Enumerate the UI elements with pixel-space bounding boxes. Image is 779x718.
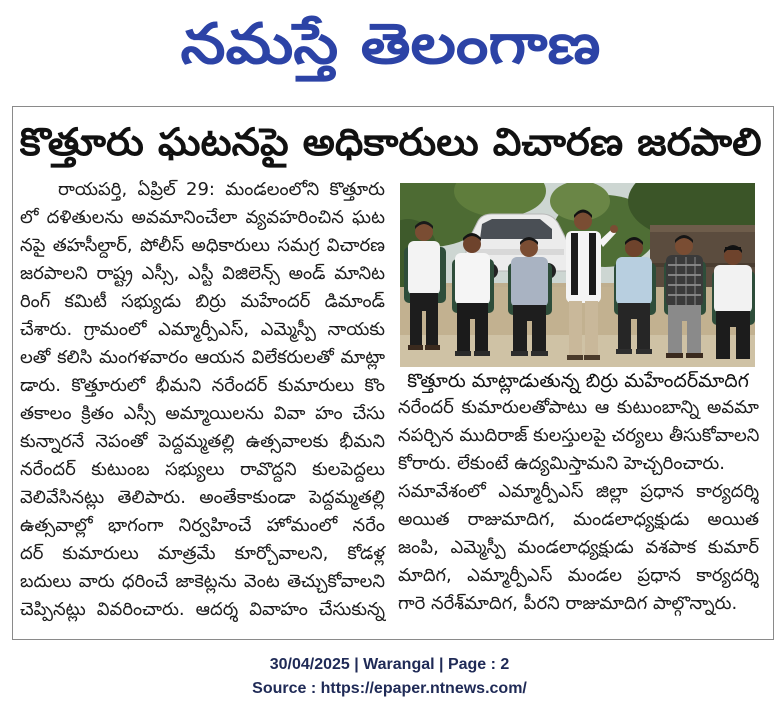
- news-photo: [400, 183, 755, 367]
- text-line-content: చెప్పినట్లు వివరించారు. ఆదర్శ వివాహం చేసుకున్న: [20, 599, 385, 620]
- text-line: [20, 428, 386, 456]
- news-photo-image: [400, 183, 755, 367]
- text-line-content: నపై తహసీల్దార్, పోలీస్ అధికారులు సమగ్ర విచారణ: [20, 235, 385, 256]
- text-line-content: వెలివేసినట్లు తెలిపారు. అంతేకాకుండా పెద్దమ్మతల్లి: [20, 487, 385, 508]
- text-line-content: నపర్చిన ముదిరాజ్ కులస్తులపై చర్యలు తీసుకోవాలని: [398, 425, 760, 446]
- text-line: [20, 316, 386, 344]
- text-line-content: ఉత్సవాల్లో భాగంగా నిర్వహించే హోమంలో నరేం: [20, 515, 385, 536]
- text-line: [20, 484, 386, 512]
- photo-caption: [402, 368, 754, 394]
- text-line: [20, 596, 386, 624]
- text-line-content: గారె నరేశ్‌మాదిగ, పీరని రాజుమాదిగ పాల్గొన్నారు.: [398, 593, 738, 614]
- text-line: [20, 232, 386, 260]
- text-line: [20, 400, 386, 428]
- text-line-content: నరేందర్ కుటుంబ సభ్యులు రావొద్దని కులపెద్దలు: [20, 459, 385, 480]
- text-line: [398, 450, 760, 478]
- text-line-content: సమావేశంలో ఎమ్మార్పీఎస్ జిల్లా ప్రధాన కార్యదర్శి: [398, 481, 759, 502]
- text-line-content: తకాలం క్రితం ఎస్సీ అమ్మాయిలను వివా హం చేసు: [20, 403, 385, 424]
- footer-meta: 30/04/2025 | Warangal | Page : 2: [269, 656, 510, 673]
- masthead-title: నమస్తే తెలంగాణ: [180, 12, 600, 77]
- text-line: [20, 204, 386, 232]
- text-line: [398, 590, 760, 618]
- text-line-content: డారు. కొత్తూరులో భీమని నరేందర్ కుమారులు కొం: [20, 375, 385, 396]
- text-line: [20, 512, 386, 540]
- masthead-logo: [180, 6, 600, 84]
- text-line: [20, 176, 386, 204]
- text-line: [398, 506, 760, 534]
- text-line-content: చేశారు. గ్రామంలో ఎమ్మార్పీఎస్, ఎమ్మెస్పీ నాయకు: [20, 319, 385, 340]
- text-line: [398, 534, 760, 562]
- footer-source: Source : https://epaper.ntnews.com/: [252, 680, 527, 697]
- headline-text: కొత్తూరు ఘటనపై అధికారులు విచారణ జరపాలి: [20, 120, 762, 164]
- text-line-content: రింగ్ కమిటీ సభ్యుడు బిర్రు మహేందర్ డిమాండ్: [20, 291, 385, 312]
- text-line: [20, 344, 386, 372]
- text-line-content: కోరారు. లేకుంటే ఉద్యమిస్తామని హెచ్చరించారు.: [398, 453, 725, 474]
- text-line: [20, 260, 386, 288]
- text-line-content: జంపి, ఎమ్మెస్పీ మండలాధ్యక్షుడు వశపాక కుమార్: [398, 537, 759, 558]
- text-line-content: బదులు వారు ధరించే జాకెట్లను వెంట తెచ్చుకోవాలని: [20, 571, 385, 592]
- text-line-content: లతో కలిసి మంగళవారం ఆయన విలేకరులతో మాట్లా: [20, 347, 385, 368]
- text-line-content: మాదిగ, ఎమ్మార్పీఎస్ మండల ప్రధాన కార్యదర్శి: [398, 565, 759, 586]
- left-column: [20, 176, 386, 624]
- text-line-content: దర్ కుమారులు మాత్రమే కూర్చోవాలని, కోడళ్ల: [20, 543, 385, 564]
- text-line: [398, 478, 760, 506]
- text-line: [20, 288, 386, 316]
- text-line: [398, 562, 760, 590]
- text-line-content: అయిత రాజుమాదిగ, మండలాధ్యక్షుడు అయిత: [398, 509, 759, 530]
- text-line-content: నరేందర్ కుమారులతోపాటు ఆ కుటుంబాన్ని అవమా: [398, 397, 759, 418]
- photo-caption-text: కొత్తూరు మాట్లాడుతున్న బిర్రు మహేందర్‌మాదిగ: [407, 370, 749, 392]
- text-line: [20, 568, 386, 596]
- headline: [20, 112, 762, 172]
- text-line-content: జరపాలని రాష్ట్ర ఎస్సీ, ఎస్టీ విజిలెన్స్ అండ్ మానిట: [20, 263, 385, 284]
- text-line: [20, 456, 386, 484]
- text-line-content: లో దళితులను అవమానించేలా వ్యవహరించిన ఘట: [20, 207, 385, 228]
- text-line: [20, 372, 386, 400]
- text-line: [398, 394, 760, 422]
- text-line-content: రాయపర్తి, ఏప్రిల్ 29: మండలంలోని కొత్తూరు: [58, 179, 385, 200]
- right-column: [398, 394, 760, 618]
- text-line-content: కున్నారనే నెపంతో పెద్దమ్మతల్లి ఉత్సవాలకు భీమని: [20, 431, 385, 452]
- text-line: [20, 540, 386, 568]
- text-line: [398, 422, 760, 450]
